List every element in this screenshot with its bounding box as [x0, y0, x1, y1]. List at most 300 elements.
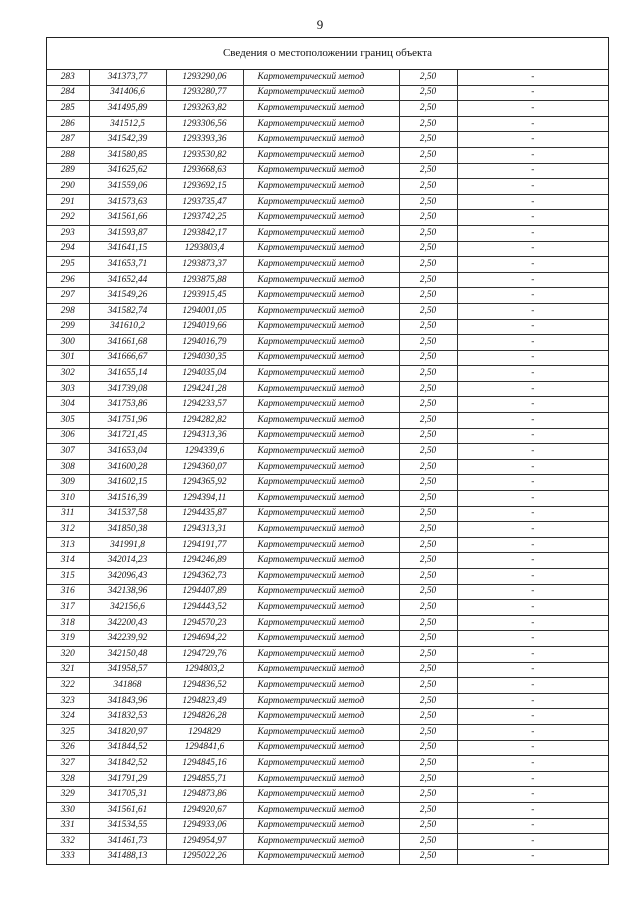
table-row — [47, 272, 608, 288]
point-number-cell: 307 — [47, 444, 89, 460]
point-number-cell: 296 — [47, 272, 89, 288]
y-coordinate-cell: 1294826,28 — [166, 709, 243, 725]
table-row — [47, 132, 608, 148]
x-coordinate-cell: 341549,26 — [89, 288, 166, 304]
table-row — [47, 506, 608, 522]
description-cell: - — [457, 756, 608, 772]
point-number-cell: 286 — [47, 116, 89, 132]
method-cell: Картометрический метод — [243, 491, 399, 507]
y-coordinate-cell: 1294313,31 — [166, 522, 243, 538]
x-coordinate-cell: 341488,13 — [89, 849, 166, 864]
x-coordinate-cell: 341653,71 — [89, 257, 166, 273]
description-cell: - — [457, 381, 608, 397]
point-number-cell: 298 — [47, 303, 89, 319]
method-cell: Картометрический метод — [243, 366, 399, 382]
y-coordinate-cell: 1293735,47 — [166, 194, 243, 210]
y-coordinate-cell: 1293306,56 — [166, 116, 243, 132]
description-cell: - — [457, 350, 608, 366]
description-cell: - — [457, 241, 608, 257]
table-row — [47, 147, 608, 163]
point-number-cell: 313 — [47, 537, 89, 553]
x-coordinate-cell: 341561,66 — [89, 210, 166, 226]
accuracy-cell: 2,50 — [399, 631, 457, 647]
point-number-cell: 284 — [47, 85, 89, 101]
method-cell: Картометрический метод — [243, 163, 399, 179]
x-coordinate-cell: 341843,96 — [89, 693, 166, 709]
table-row — [47, 319, 608, 335]
y-coordinate-cell: 1294443,52 — [166, 600, 243, 616]
y-coordinate-cell: 1294241,28 — [166, 381, 243, 397]
accuracy-cell: 2,50 — [399, 397, 457, 413]
point-number-cell: 288 — [47, 147, 89, 163]
point-number-cell: 287 — [47, 132, 89, 148]
y-coordinate-cell: 1294246,89 — [166, 553, 243, 569]
method-cell: Картометрический метод — [243, 522, 399, 538]
method-cell: Картометрический метод — [243, 662, 399, 678]
description-cell: - — [457, 834, 608, 850]
y-coordinate-cell: 1294823,49 — [166, 693, 243, 709]
accuracy-cell: 2,50 — [399, 740, 457, 756]
point-number-cell: 290 — [47, 179, 89, 195]
accuracy-cell: 2,50 — [399, 724, 457, 740]
accuracy-cell: 2,50 — [399, 709, 457, 725]
x-coordinate-cell: 342150,48 — [89, 646, 166, 662]
method-cell: Картометрический метод — [243, 849, 399, 864]
method-cell: Картометрический метод — [243, 724, 399, 740]
x-coordinate-cell: 341495,89 — [89, 101, 166, 117]
x-coordinate-cell: 341593,87 — [89, 225, 166, 241]
point-number-cell: 309 — [47, 475, 89, 491]
method-cell: Картометрический метод — [243, 678, 399, 694]
x-coordinate-cell: 341791,29 — [89, 771, 166, 787]
x-coordinate-cell: 341516,39 — [89, 491, 166, 507]
table-row — [47, 350, 608, 366]
x-coordinate-cell: 341958,57 — [89, 662, 166, 678]
description-cell: - — [457, 709, 608, 725]
table-row — [47, 459, 608, 475]
description-cell: - — [457, 225, 608, 241]
method-cell: Картометрический метод — [243, 272, 399, 288]
x-coordinate-cell: 341753,86 — [89, 397, 166, 413]
accuracy-cell: 2,50 — [399, 834, 457, 850]
table-row — [47, 475, 608, 491]
table-row — [47, 631, 608, 647]
point-number-cell: 318 — [47, 615, 89, 631]
x-coordinate-cell: 341652,44 — [89, 272, 166, 288]
y-coordinate-cell: 1294001,05 — [166, 303, 243, 319]
method-cell: Картометрический метод — [243, 101, 399, 117]
description-cell: - — [457, 303, 608, 319]
y-coordinate-cell: 1293842,17 — [166, 225, 243, 241]
boundary-points-table — [47, 70, 608, 864]
table-row — [47, 70, 608, 85]
description-cell: - — [457, 257, 608, 273]
point-number-cell: 325 — [47, 724, 89, 740]
y-coordinate-cell: 1294829 — [166, 724, 243, 740]
method-cell: Картометрический метод — [243, 132, 399, 148]
description-cell: - — [457, 740, 608, 756]
accuracy-cell: 2,50 — [399, 241, 457, 257]
accuracy-cell: 2,50 — [399, 70, 457, 85]
description-cell: - — [457, 678, 608, 694]
x-coordinate-cell: 341844,52 — [89, 740, 166, 756]
accuracy-cell: 2,50 — [399, 693, 457, 709]
x-coordinate-cell: 341573,63 — [89, 194, 166, 210]
accuracy-cell: 2,50 — [399, 179, 457, 195]
description-cell: - — [457, 101, 608, 117]
x-coordinate-cell: 341602,15 — [89, 475, 166, 491]
description-cell: - — [457, 615, 608, 631]
point-number-cell: 294 — [47, 241, 89, 257]
y-coordinate-cell: 1293263,82 — [166, 101, 243, 117]
table-row — [47, 662, 608, 678]
y-coordinate-cell: 1293875,88 — [166, 272, 243, 288]
x-coordinate-cell: 342200,43 — [89, 615, 166, 631]
accuracy-cell: 2,50 — [399, 303, 457, 319]
method-cell: Картометрический метод — [243, 646, 399, 662]
description-cell: - — [457, 85, 608, 101]
y-coordinate-cell: 1293290,06 — [166, 70, 243, 85]
x-coordinate-cell: 342138,96 — [89, 584, 166, 600]
table-row — [47, 381, 608, 397]
method-cell: Картометрический метод — [243, 413, 399, 429]
y-coordinate-cell: 1294394,11 — [166, 491, 243, 507]
table-row — [47, 241, 608, 257]
accuracy-cell: 2,50 — [399, 147, 457, 163]
description-cell: - — [457, 397, 608, 413]
point-number-cell: 321 — [47, 662, 89, 678]
table-row — [47, 335, 608, 351]
description-cell: - — [457, 116, 608, 132]
point-number-cell: 311 — [47, 506, 89, 522]
description-cell: - — [457, 179, 608, 195]
table-row — [47, 491, 608, 507]
description-cell: - — [457, 802, 608, 818]
description-cell: - — [457, 132, 608, 148]
table-row — [47, 428, 608, 444]
y-coordinate-cell: 1294407,89 — [166, 584, 243, 600]
point-number-cell: 308 — [47, 459, 89, 475]
accuracy-cell: 2,50 — [399, 366, 457, 382]
description-cell: - — [457, 646, 608, 662]
accuracy-cell: 2,50 — [399, 756, 457, 772]
table-row — [47, 225, 608, 241]
table-row — [47, 709, 608, 725]
x-coordinate-cell: 341600,28 — [89, 459, 166, 475]
method-cell: Картометрический метод — [243, 818, 399, 834]
table-row — [47, 834, 608, 850]
method-cell: Картометрический метод — [243, 194, 399, 210]
method-cell: Картометрический метод — [243, 241, 399, 257]
y-coordinate-cell: 1294855,71 — [166, 771, 243, 787]
x-coordinate-cell: 341641,15 — [89, 241, 166, 257]
y-coordinate-cell: 1295022,26 — [166, 849, 243, 864]
table-row — [47, 101, 608, 117]
accuracy-cell: 2,50 — [399, 319, 457, 335]
y-coordinate-cell: 1294954,97 — [166, 834, 243, 850]
description-cell: - — [457, 849, 608, 864]
y-coordinate-cell: 1294841,6 — [166, 740, 243, 756]
accuracy-cell: 2,50 — [399, 116, 457, 132]
accuracy-cell: 2,50 — [399, 522, 457, 538]
point-number-cell: 285 — [47, 101, 89, 117]
description-cell: - — [457, 491, 608, 507]
description-cell: - — [457, 724, 608, 740]
point-number-cell: 314 — [47, 553, 89, 569]
description-cell: - — [457, 335, 608, 351]
point-number-cell: 330 — [47, 802, 89, 818]
accuracy-cell: 2,50 — [399, 849, 457, 864]
x-coordinate-cell: 341537,58 — [89, 506, 166, 522]
x-coordinate-cell: 341666,67 — [89, 350, 166, 366]
boundary-table-frame — [46, 37, 609, 865]
y-coordinate-cell: 1293873,37 — [166, 257, 243, 273]
point-number-cell: 310 — [47, 491, 89, 507]
description-cell: - — [457, 194, 608, 210]
point-number-cell: 320 — [47, 646, 89, 662]
accuracy-cell: 2,50 — [399, 569, 457, 585]
y-coordinate-cell: 1294313,36 — [166, 428, 243, 444]
accuracy-cell: 2,50 — [399, 818, 457, 834]
method-cell: Картометрический метод — [243, 225, 399, 241]
x-coordinate-cell: 341991,8 — [89, 537, 166, 553]
accuracy-cell: 2,50 — [399, 678, 457, 694]
y-coordinate-cell: 1294191,77 — [166, 537, 243, 553]
point-number-cell: 283 — [47, 70, 89, 85]
table-row — [47, 849, 608, 864]
accuracy-cell: 2,50 — [399, 85, 457, 101]
point-number-cell: 319 — [47, 631, 89, 647]
table-row — [47, 646, 608, 662]
point-number-cell: 323 — [47, 693, 89, 709]
x-coordinate-cell: 341461,73 — [89, 834, 166, 850]
x-coordinate-cell: 341534,55 — [89, 818, 166, 834]
x-coordinate-cell: 341610,2 — [89, 319, 166, 335]
method-cell: Картометрический метод — [243, 85, 399, 101]
table-row — [47, 179, 608, 195]
y-coordinate-cell: 1293530,82 — [166, 147, 243, 163]
table-row — [47, 116, 608, 132]
table-row — [47, 163, 608, 179]
description-cell: - — [457, 210, 608, 226]
x-coordinate-cell: 341661,68 — [89, 335, 166, 351]
accuracy-cell: 2,50 — [399, 506, 457, 522]
accuracy-cell: 2,50 — [399, 194, 457, 210]
point-number-cell: 327 — [47, 756, 89, 772]
table-body — [47, 70, 608, 864]
accuracy-cell: 2,50 — [399, 210, 457, 226]
y-coordinate-cell: 1294873,86 — [166, 787, 243, 803]
method-cell: Картометрический метод — [243, 397, 399, 413]
x-coordinate-cell: 341842,52 — [89, 756, 166, 772]
point-number-cell: 306 — [47, 428, 89, 444]
accuracy-cell: 2,50 — [399, 600, 457, 616]
x-coordinate-cell: 341721,45 — [89, 428, 166, 444]
x-coordinate-cell: 341561,61 — [89, 802, 166, 818]
point-number-cell: 328 — [47, 771, 89, 787]
accuracy-cell: 2,50 — [399, 350, 457, 366]
method-cell: Картометрический метод — [243, 319, 399, 335]
accuracy-cell: 2,50 — [399, 428, 457, 444]
point-number-cell: 297 — [47, 288, 89, 304]
point-number-cell: 304 — [47, 397, 89, 413]
accuracy-cell: 2,50 — [399, 802, 457, 818]
point-number-cell: 315 — [47, 569, 89, 585]
table-row — [47, 303, 608, 319]
table-row — [47, 584, 608, 600]
method-cell: Картометрический метод — [243, 210, 399, 226]
point-number-cell: 302 — [47, 366, 89, 382]
method-cell: Картометрический метод — [243, 553, 399, 569]
y-coordinate-cell: 1294019,66 — [166, 319, 243, 335]
method-cell: Картометрический метод — [243, 381, 399, 397]
method-cell: Картометрический метод — [243, 350, 399, 366]
y-coordinate-cell: 1293803,4 — [166, 241, 243, 257]
description-cell: - — [457, 319, 608, 335]
accuracy-cell: 2,50 — [399, 646, 457, 662]
accuracy-cell: 2,50 — [399, 553, 457, 569]
accuracy-cell: 2,50 — [399, 225, 457, 241]
y-coordinate-cell: 1294339,6 — [166, 444, 243, 460]
y-coordinate-cell: 1294016,79 — [166, 335, 243, 351]
accuracy-cell: 2,50 — [399, 615, 457, 631]
page-number: 9 — [316, 17, 324, 32]
y-coordinate-cell: 1294920,67 — [166, 802, 243, 818]
x-coordinate-cell: 341406,6 — [89, 85, 166, 101]
y-coordinate-cell: 1294360,07 — [166, 459, 243, 475]
accuracy-cell: 2,50 — [399, 288, 457, 304]
accuracy-cell: 2,50 — [399, 662, 457, 678]
method-cell: Картометрический метод — [243, 584, 399, 600]
description-cell: - — [457, 787, 608, 803]
table-title: Сведения о местоположении границ объекта — [47, 38, 608, 70]
description-cell: - — [457, 288, 608, 304]
y-coordinate-cell: 1294282,82 — [166, 413, 243, 429]
table-row — [47, 569, 608, 585]
description-cell: - — [457, 428, 608, 444]
method-cell: Картометрический метод — [243, 70, 399, 85]
point-number-cell: 299 — [47, 319, 89, 335]
method-cell: Картометрический метод — [243, 537, 399, 553]
accuracy-cell: 2,50 — [399, 459, 457, 475]
description-cell: - — [457, 163, 608, 179]
description-cell: - — [457, 693, 608, 709]
y-coordinate-cell: 1294803,2 — [166, 662, 243, 678]
accuracy-cell: 2,50 — [399, 381, 457, 397]
table-row — [47, 787, 608, 803]
x-coordinate-cell: 341582,74 — [89, 303, 166, 319]
table-row — [47, 537, 608, 553]
table-row — [47, 553, 608, 569]
accuracy-cell: 2,50 — [399, 413, 457, 429]
point-number-cell: 312 — [47, 522, 89, 538]
table-row — [47, 771, 608, 787]
method-cell: Картометрический метод — [243, 834, 399, 850]
y-coordinate-cell: 1294570,23 — [166, 615, 243, 631]
accuracy-cell: 2,50 — [399, 272, 457, 288]
description-cell: - — [457, 413, 608, 429]
accuracy-cell: 2,50 — [399, 537, 457, 553]
method-cell: Картометрический метод — [243, 459, 399, 475]
description-cell: - — [457, 366, 608, 382]
method-cell: Картометрический метод — [243, 257, 399, 273]
accuracy-cell: 2,50 — [399, 132, 457, 148]
method-cell: Картометрический метод — [243, 756, 399, 772]
point-number-cell: 292 — [47, 210, 89, 226]
y-coordinate-cell: 1293742,25 — [166, 210, 243, 226]
accuracy-cell: 2,50 — [399, 584, 457, 600]
table-row — [47, 740, 608, 756]
accuracy-cell: 2,50 — [399, 163, 457, 179]
description-cell: - — [457, 537, 608, 553]
description-cell: - — [457, 459, 608, 475]
description-cell: - — [457, 553, 608, 569]
table-row — [47, 288, 608, 304]
table-row — [47, 366, 608, 382]
accuracy-cell: 2,50 — [399, 787, 457, 803]
y-coordinate-cell: 1293393,36 — [166, 132, 243, 148]
table-row — [47, 194, 608, 210]
description-cell: - — [457, 662, 608, 678]
y-coordinate-cell: 1293280,77 — [166, 85, 243, 101]
x-coordinate-cell: 342096,43 — [89, 569, 166, 585]
accuracy-cell: 2,50 — [399, 257, 457, 273]
point-number-cell: 289 — [47, 163, 89, 179]
table-row — [47, 615, 608, 631]
method-cell: Картометрический метод — [243, 335, 399, 351]
table-row — [47, 678, 608, 694]
y-coordinate-cell: 1294845,16 — [166, 756, 243, 772]
x-coordinate-cell: 341559,06 — [89, 179, 166, 195]
table-row — [47, 444, 608, 460]
x-coordinate-cell: 341625,62 — [89, 163, 166, 179]
accuracy-cell: 2,50 — [399, 771, 457, 787]
x-coordinate-cell: 341653,04 — [89, 444, 166, 460]
point-number-cell: 303 — [47, 381, 89, 397]
accuracy-cell: 2,50 — [399, 335, 457, 351]
method-cell: Картометрический метод — [243, 569, 399, 585]
point-number-cell: 300 — [47, 335, 89, 351]
y-coordinate-cell: 1294233,57 — [166, 397, 243, 413]
table-row — [47, 756, 608, 772]
point-number-cell: 322 — [47, 678, 89, 694]
point-number-cell: 291 — [47, 194, 89, 210]
x-coordinate-cell: 342014,23 — [89, 553, 166, 569]
x-coordinate-cell: 341373,77 — [89, 70, 166, 85]
y-coordinate-cell: 1294035,04 — [166, 366, 243, 382]
y-coordinate-cell: 1293915,45 — [166, 288, 243, 304]
point-number-cell: 326 — [47, 740, 89, 756]
y-coordinate-cell: 1294362,73 — [166, 569, 243, 585]
x-coordinate-cell: 341512,5 — [89, 116, 166, 132]
y-coordinate-cell: 1294365,92 — [166, 475, 243, 491]
point-number-cell: 295 — [47, 257, 89, 273]
y-coordinate-cell: 1293668,63 — [166, 163, 243, 179]
table-row — [47, 522, 608, 538]
accuracy-cell: 2,50 — [399, 491, 457, 507]
method-cell: Картометрический метод — [243, 802, 399, 818]
description-cell: - — [457, 600, 608, 616]
point-number-cell: 301 — [47, 350, 89, 366]
description-cell: - — [457, 818, 608, 834]
method-cell: Картометрический метод — [243, 303, 399, 319]
x-coordinate-cell: 341832,53 — [89, 709, 166, 725]
table-row — [47, 85, 608, 101]
x-coordinate-cell: 341739,08 — [89, 381, 166, 397]
point-number-cell: 316 — [47, 584, 89, 600]
description-cell: - — [457, 444, 608, 460]
table-row — [47, 397, 608, 413]
